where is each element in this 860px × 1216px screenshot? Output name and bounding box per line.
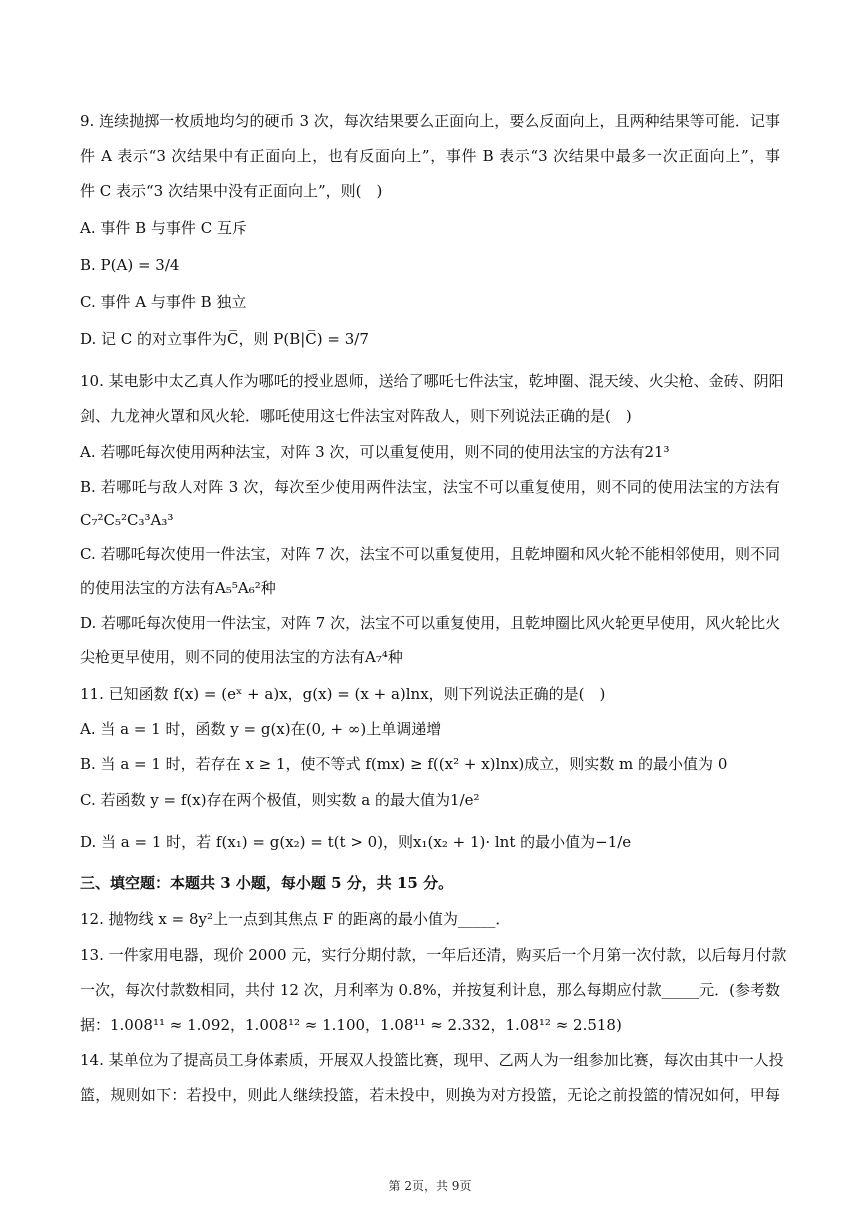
q13-stem-line-2: 一次，每次付款数相同，共付 12 次，月利率为 0.8%，并按复利计息，那么每期应付款_____元．(参考数 xyxy=(80,981,780,999)
q13-stem-line-1: 13. 一件家用电器，现价 2000 元，实行分期付款，一年后还清，购买后一个月第一次付款，以后每月付款 xyxy=(80,946,787,964)
section-heading-fill-in: 三、填空题：本题共 3 小题，每小题 5 分，共 15 分。 xyxy=(80,874,454,892)
q12-stem: 12. 抛物线 x = 8y²上一点到其焦点 F 的距离的最小值为_____． xyxy=(80,910,511,928)
q9-option-a: A. 事件 B 与事件 C 互斥 xyxy=(80,219,247,237)
q11-stem: 11. 已知函数 f(x) = (eˣ + a)x，g(x) = (x + a)lnx，则下列说法正确的是( ) xyxy=(80,685,606,703)
q10-option-a: A. 若哪吒每次使用两种法宝，对阵 3 次，可以重复使用，则不同的使用法宝的方法有21³ xyxy=(80,443,670,461)
q9-option-d: D. 记 C 的对立事件为C̅，则 P(B|C̅) = 3/7 xyxy=(80,330,369,348)
q9-stem-line-3: 件 C 表示“3 次结果中没有正面向上”，则( ) xyxy=(80,182,383,200)
q10-option-c-line-1: C. 若哪吒每次使用一件法宝，对阵 7 次，法宝不可以重复使用，且乾坤圈和风火轮不能相邻使用，则不同 xyxy=(80,545,780,563)
q11-option-d: D. 当 a = 1 时，若 f(x₁) = g(x₂) = t(t > 0)，则x₁(x₂ + 1)· lnt 的最小值为−1/e xyxy=(80,833,632,851)
q10-stem-line-1: 10. 某电影中太乙真人作为哪吒的授业恩师，送给了哪吒七件法宝，乾坤圈、混天绫、火尖枪、金砖、阴阳 xyxy=(80,372,784,390)
q9-option-b: B. P(A) = 3/4 xyxy=(80,256,180,274)
q9-stem-line-2: 件 A 表示“3 次结果中有正面向上，也有反面向上”，事件 B 表示“3 次结果中最多一次正面向上”，事 xyxy=(80,147,780,165)
page-number-footer: 第 2页，共 9页 xyxy=(388,1179,472,1193)
q10-option-d-line-2: 尖枪更早使用，则不同的使用法宝的方法有A₇⁴种 xyxy=(80,648,403,666)
q13-stem-line-3: 据：1.008¹¹ ≈ 1.092，1.008¹² ≈ 1.100，1.08¹¹ ≈ 2.332，1.08¹² ≈ 2.518) xyxy=(80,1016,622,1034)
q10-option-b-line-1: B. 若哪吒与敌人对阵 3 次，每次至少使用两件法宝，法宝不可以重复使用，则不同的使用法宝的方法有 xyxy=(80,478,780,496)
q10-stem-line-2: 剑、九龙神火罩和风火轮．哪吒使用这七件法宝对阵敌人，则下列说法正确的是( ) xyxy=(80,407,632,425)
q11-option-c: C. 若函数 y = f(x)存在两个极值，则实数 a 的最大值为1/e² xyxy=(80,791,480,809)
q14-stem-line-2: 篮，规则如下：若投中，则此人继续投篮，若未投中，则换为对方投篮，无论之前投篮的情况如何，甲每 xyxy=(80,1086,780,1104)
q10-option-b-line-2: C₇²C₅²C₃³A₃³ xyxy=(80,511,174,529)
q11-option-a: A. 当 a = 1 时，函数 y = g(x)在(0, + ∞)上单调递增 xyxy=(80,720,442,738)
q9-stem-line-1: 9. 连续抛掷一枚质地均匀的硬币 3 次，每次结果要么正面向上，要么反面向上，且两种结果等可能．记事 xyxy=(80,112,780,130)
q10-option-c-line-2: 的使用法宝的方法有A₅⁵A₆²种 xyxy=(80,579,276,597)
q10-option-d-line-1: D. 若哪吒每次使用一件法宝，对阵 7 次，法宝不可以重复使用，且乾坤圈比风火轮更早使用，风火轮比火 xyxy=(80,614,781,632)
q11-option-b: B. 当 a = 1 时，若存在 x ≥ 1，使不等式 f(mx) ≥ f((x² + x)lnx)成立，则实数 m 的最小值为 0 xyxy=(80,755,728,773)
q14-stem-line-1: 14. 某单位为了提高员工身体素质，开展双人投篮比赛，现甲、乙两人为一组参加比赛，每次由其中一人投 xyxy=(80,1051,784,1069)
q9-option-c: C. 事件 A 与事件 B 独立 xyxy=(80,293,247,311)
